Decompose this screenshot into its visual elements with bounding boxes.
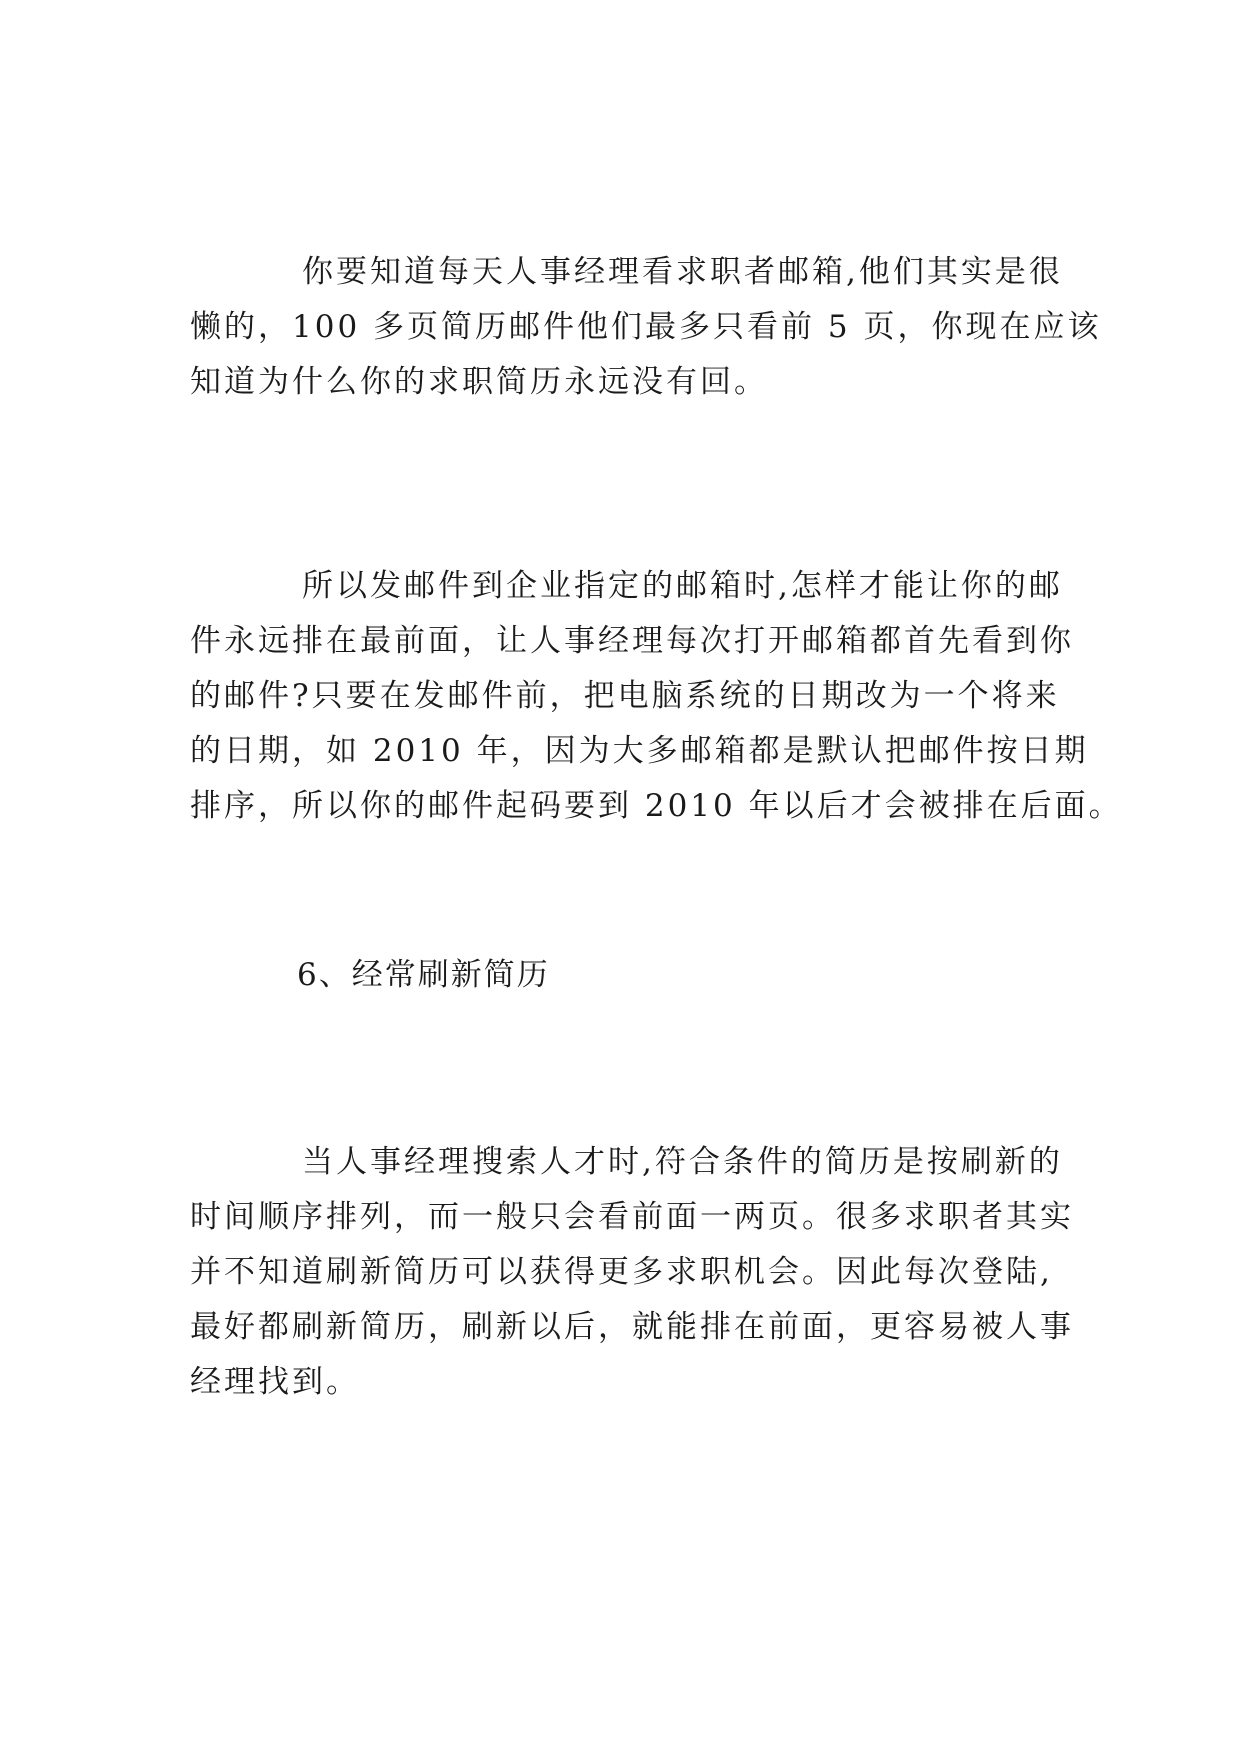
- paragraph-line: 并不知道刷新简历可以获得更多求职机会。因此每次登陆,: [190, 1254, 1053, 1290]
- paragraph-line: 最好都刷新简历，刷新以后，就能排在前面，更容易被人事: [190, 1309, 1074, 1345]
- paragraph-line: 件永远排在最前面，让人事经理每次打开邮箱都首先看到你: [190, 623, 1074, 659]
- paragraph-line: 当人事经理搜索人才时,符合条件的简历是按刷新的: [302, 1144, 1063, 1180]
- paragraph-line: 知道为什么你的求职简历永远没有回。: [190, 364, 768, 400]
- paragraph-line: 的日期，如 2010 年，因为大多邮箱都是默认把邮件按日期: [190, 733, 1089, 769]
- paragraph-line: 懒的，100 多页简历邮件他们最多只看前 5 页，你现在应该: [190, 309, 1102, 345]
- paragraph-line: 排序，所以你的邮件起码要到 2010 年以后才会被排在后面。: [190, 788, 1123, 824]
- paragraph-line: 你要知道每天人事经理看求职者邮箱,他们其实是很: [302, 254, 1063, 290]
- paragraph-line: 所以发邮件到企业指定的邮箱时,怎样才能让你的邮: [302, 568, 1063, 604]
- section-heading: 6、经常刷新简历: [297, 957, 550, 993]
- paragraph-line: 经理找到。: [190, 1364, 360, 1400]
- paragraph-line: 时间顺序排列，而一般只会看前面一两页。很多求职者其实: [190, 1199, 1074, 1235]
- paragraph-line: 的邮件?只要在发邮件前，把电脑系统的日期改为一个将来: [190, 678, 1060, 714]
